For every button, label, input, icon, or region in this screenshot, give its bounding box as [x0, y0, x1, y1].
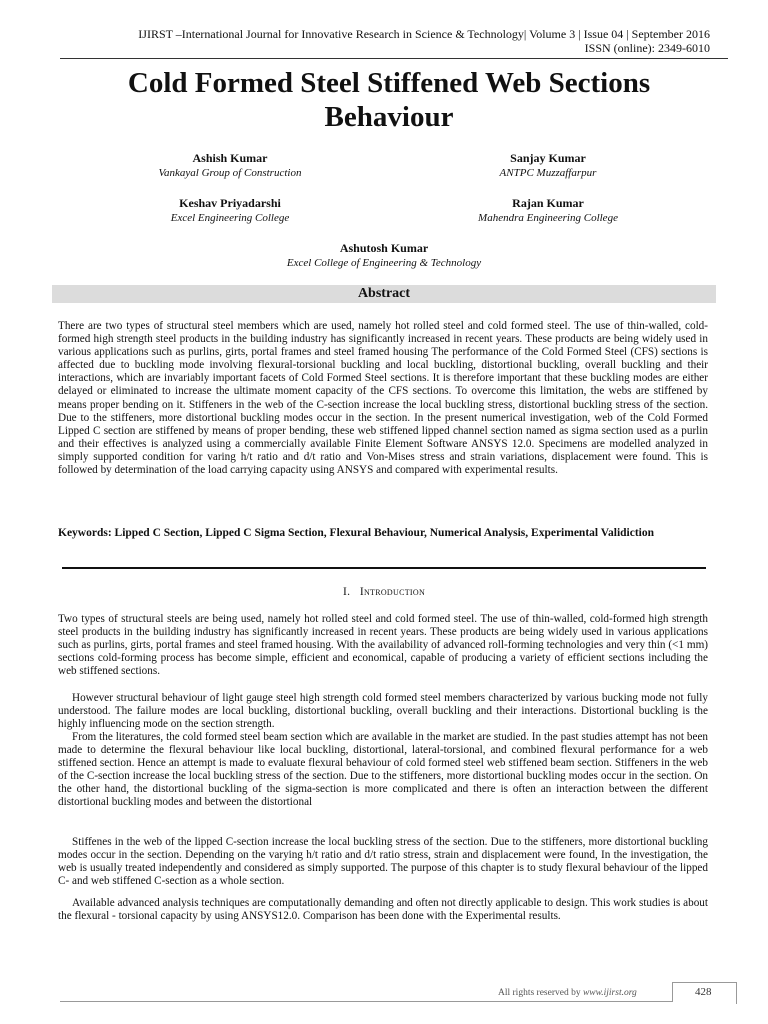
footer-site-link[interactable]: www.ijirst.org [582, 988, 637, 998]
paper-title-line2: Behaviour [324, 101, 454, 133]
author-affiliation: Mahendra Engineering College [478, 212, 618, 224]
author-name: Sanjay Kumar [510, 151, 586, 165]
section-number: I. [342, 586, 351, 598]
page-number-tick [736, 982, 737, 1004]
author-block [398, 196, 698, 226]
intro-paragraph: However structural behaviour of light gauge steel high strength cold formed steel members characterized by various bucking mode not fully understood. The failure modes are local buckling, distortional buckling, overall buckling and their interactions. Distortional buckling is the highly influencing mode on the section strength. [58, 692, 708, 731]
keywords: Keywords: Lipped C Section, Lipped C Sigma Section, Flexural Behaviour, Numerical Analysis, Experimental Validiction [58, 527, 655, 539]
intro-paragraph: Stiffenes in the web of the lipped C-section increase the local buckling stress of the section. Due to the stiffeners, more distortional buckling modes occur in the section. Depending on the varying h/t ratio and d/t ratio stress, strain and displacement were found, In the investigation, the web is usually treated independently and considered as simply supported. The purpose of this chapter is to study flexural behaviour of the lipped C- and web stiffened C-section as a whole section. [58, 836, 708, 888]
author-block [80, 196, 380, 226]
author-name: Keshav Priyadarshi [179, 196, 281, 210]
author-block [234, 241, 534, 271]
intro-paragraph: Two types of structural steels are being used, namely hot rolled steel and cold formed steel. The use of thin-walled, cold-formed high strength steel products in the building industry has significantly increased in recent years. These products are being widely used in various applications such as purlins, girts, portal frames and steel framed housing. With the availability of advanced roll-forming technologies and very thin (<1 mm) sections cold-forming process has become simple, efficient and economical, capable of producing a variety of efficient sections including the web stiffened sections. [58, 613, 708, 678]
footer-rights-text: All rights reserved by [498, 988, 583, 998]
author-name: Ashutosh Kumar [339, 241, 429, 255]
page-number: 428 [695, 986, 712, 998]
footer-divider [60, 1001, 672, 1002]
author-name: Rajan Kumar [512, 196, 584, 210]
page-number-box [672, 982, 737, 1002]
author-affiliation: Vankayal Group of Construction [158, 167, 302, 179]
journal-header [138, 27, 710, 55]
journal-issn: ISSN (online): 2349-6010 [584, 41, 710, 55]
paper-title-line1: Cold Formed Steel Stiffened Web Sections [127, 67, 651, 99]
footer-rights [498, 988, 637, 998]
intro-paragraph: From the literatures, the cold formed steel beam section which are available in the market are studied. In the past studies attempt has not been made to determine the flexural behaviour like local buckling, distortional, lateral-torsional, and combined flexural performance for a web stiffened section. Hence an attempt is made to evaluate flexural behaviour of cold formed steel web stiffened beam section. Stiffeners in the web of the C-section increase the local buckling stress of the section. Due to the stiffeners, more distortional buckling modes occur in the section. On the other hand, the distortional buckling of the sigma-section is more complicated and there is often an interaction between the different distortional buckling modes and between the distortional [58, 731, 708, 809]
author-affiliation: ANTPC Muzzaffarpur [499, 167, 597, 179]
paper-title [60, 66, 718, 134]
intro-paragraph: Available advanced analysis techniques are computationally demanding and often not directly applicable to design. This work studies is about the flexural - torsional capacity by using ANSYS12.0. Comparison has been done with the Experimental results. [58, 897, 708, 923]
author-block [398, 151, 698, 181]
author-block [80, 151, 380, 181]
section-title: Introduction [359, 586, 426, 598]
section-heading [0, 586, 768, 598]
journal-header-line1: IJIRST –International Journal for Innovative Research in Science & Technology| Volume 3 | Issue 04 | September 2016 [138, 27, 710, 41]
header-divider [60, 58, 728, 59]
abstract-heading: Abstract [52, 285, 716, 303]
author-affiliation: Excel College of Engineering & Technology [286, 257, 482, 269]
keywords-divider [62, 567, 706, 569]
author-name: Ashish Kumar [192, 151, 268, 165]
abstract-text: There are two types of structural steel members which are used, namely hot rolled steel and cold formed steel. The use of thin-walled, cold-formed high strength steel products in the building industry has significantly increased in recent years. These products are being widely used in various applications such as purlins, girts, portal frames and steel framed housing The performance of the Cold Formed Steel (CFS) sections is affected due to buckling mode involving flexural-torsional buckling and local buckling, distortional buckling, overall buckling and their interactions, which are invariably important facets of Cold Formed Steel sections. It is therefore important that these buckling modes are either delayed or eliminated to increase the ultimate moment capacity of the CFS sections. To overcome this limitation, the webs are stiffened by means proper bending on it. Stiffeners in the web of the C-section increase the local buckling stress, distortional buckling stress of the section. Due to the stiffeners, more distortional buckling modes occur in the section. In the present numerical investigation, web of the Cold Formed Lipped C section are stiffened by means of proper bending, these web stiffened lipped channel section named as sigma section used as a purlin and their effectives is analyzed using a commercially available Finite Element Software ANSYS 12.0. Specimens are modelled analyzed in simply supported condition for varing h/t ratio and d/t ratio and Von-Mises stress and strain variations, displacement were found. This is followed by determination of the load carrying capacity using ANSYS and compared with experimental results. [58, 320, 708, 477]
author-affiliation: Excel Engineering College [170, 212, 290, 224]
